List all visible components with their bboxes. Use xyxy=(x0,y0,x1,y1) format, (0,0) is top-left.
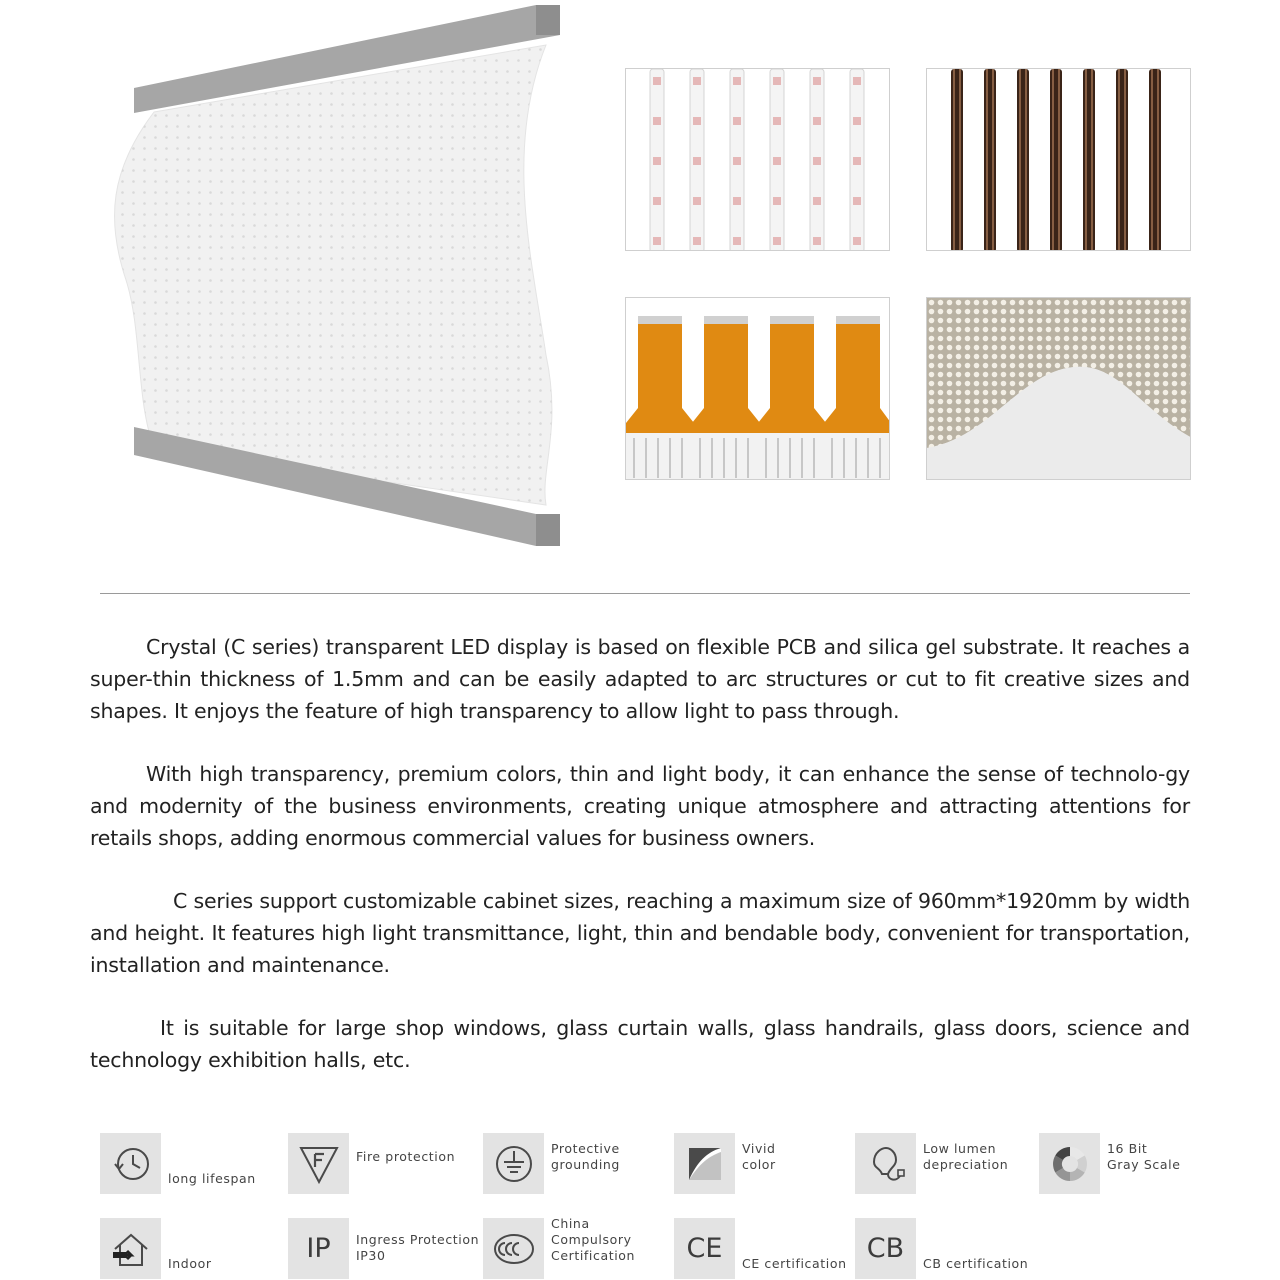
paragraph-sizes: C series support customizable cabinet sizes, reaching a maximum size of 960mm*1920mm by width and height. It features high light transmittance, light, thin and bendable body, convenient for transportation, installation and maintenance. xyxy=(90,889,1190,977)
indoor-house-icon xyxy=(100,1218,161,1279)
cb-glyph: CB xyxy=(866,1233,905,1264)
hero-led-panel-image xyxy=(84,0,574,560)
thumb-white-strips xyxy=(625,68,890,251)
feature-label: China Compulsory Certification xyxy=(551,1216,636,1263)
feature-label: CB certification xyxy=(923,1256,1029,1271)
feature-label: long lifespan xyxy=(168,1171,256,1186)
cb-mark-icon xyxy=(855,1218,916,1279)
fire-protection-icon xyxy=(288,1133,349,1194)
feature-label: Indoor xyxy=(168,1256,212,1271)
curved-panel-illustration xyxy=(927,298,1191,480)
ip-glyph: IP xyxy=(306,1233,331,1264)
feature-label: 16 Bit Gray Scale xyxy=(1107,1141,1181,1172)
feature-label: Low lumen depreciation xyxy=(923,1141,1009,1172)
feature-label: CE certification xyxy=(742,1256,847,1271)
feature-label: Ingress Protection IP30 xyxy=(356,1232,480,1263)
dark-strips-illustration xyxy=(927,69,1191,251)
paragraph-intro: Crystal (C series) transparent LED display is based on flexible PCB and silica gel substrate. It reaches a super-thin thickness of 1.5mm and can be easily adapted to arc structures or cut to fit creative sizes and shapes. It enjoys the feature of high transparency to allow light to pass through. xyxy=(90,635,1190,723)
section-divider xyxy=(100,593,1190,594)
ce-glyph: CE xyxy=(686,1233,723,1264)
feature-label: Protective grounding xyxy=(551,1141,620,1172)
clock-history-icon xyxy=(100,1133,161,1194)
bulb-plug-icon xyxy=(855,1133,916,1194)
ccc-certification-icon xyxy=(483,1218,544,1279)
ip-rating-icon xyxy=(288,1218,349,1279)
vivid-color-icon xyxy=(674,1133,735,1194)
ce-mark-icon xyxy=(674,1218,735,1279)
thumb-curved-panel xyxy=(926,297,1191,480)
paragraph-benefits: With high transparency, premium colors, thin and light body, it can enhance the sense of technolo-gy and modernity of the business environments, creating unique atmosphere and attracting attentions for retails shops, adding enormous commercial values for business owners. xyxy=(90,762,1190,850)
thumb-flex-pcb xyxy=(625,297,890,480)
paragraph-applications: It is suitable for large shop windows, glass curtain walls, glass handrails, glass doors, science and technology exhibition halls, etc. xyxy=(90,1016,1190,1072)
description-text xyxy=(90,631,1190,1107)
flex-pcb-illustration xyxy=(626,298,890,480)
gray-scale-icon xyxy=(1039,1133,1100,1194)
feature-label: Fire protection xyxy=(356,1149,456,1164)
feature-label: Vivid color xyxy=(742,1141,776,1172)
white-strips-illustration xyxy=(626,69,890,251)
grounding-icon xyxy=(483,1133,544,1194)
thumb-dark-strips xyxy=(926,68,1191,251)
